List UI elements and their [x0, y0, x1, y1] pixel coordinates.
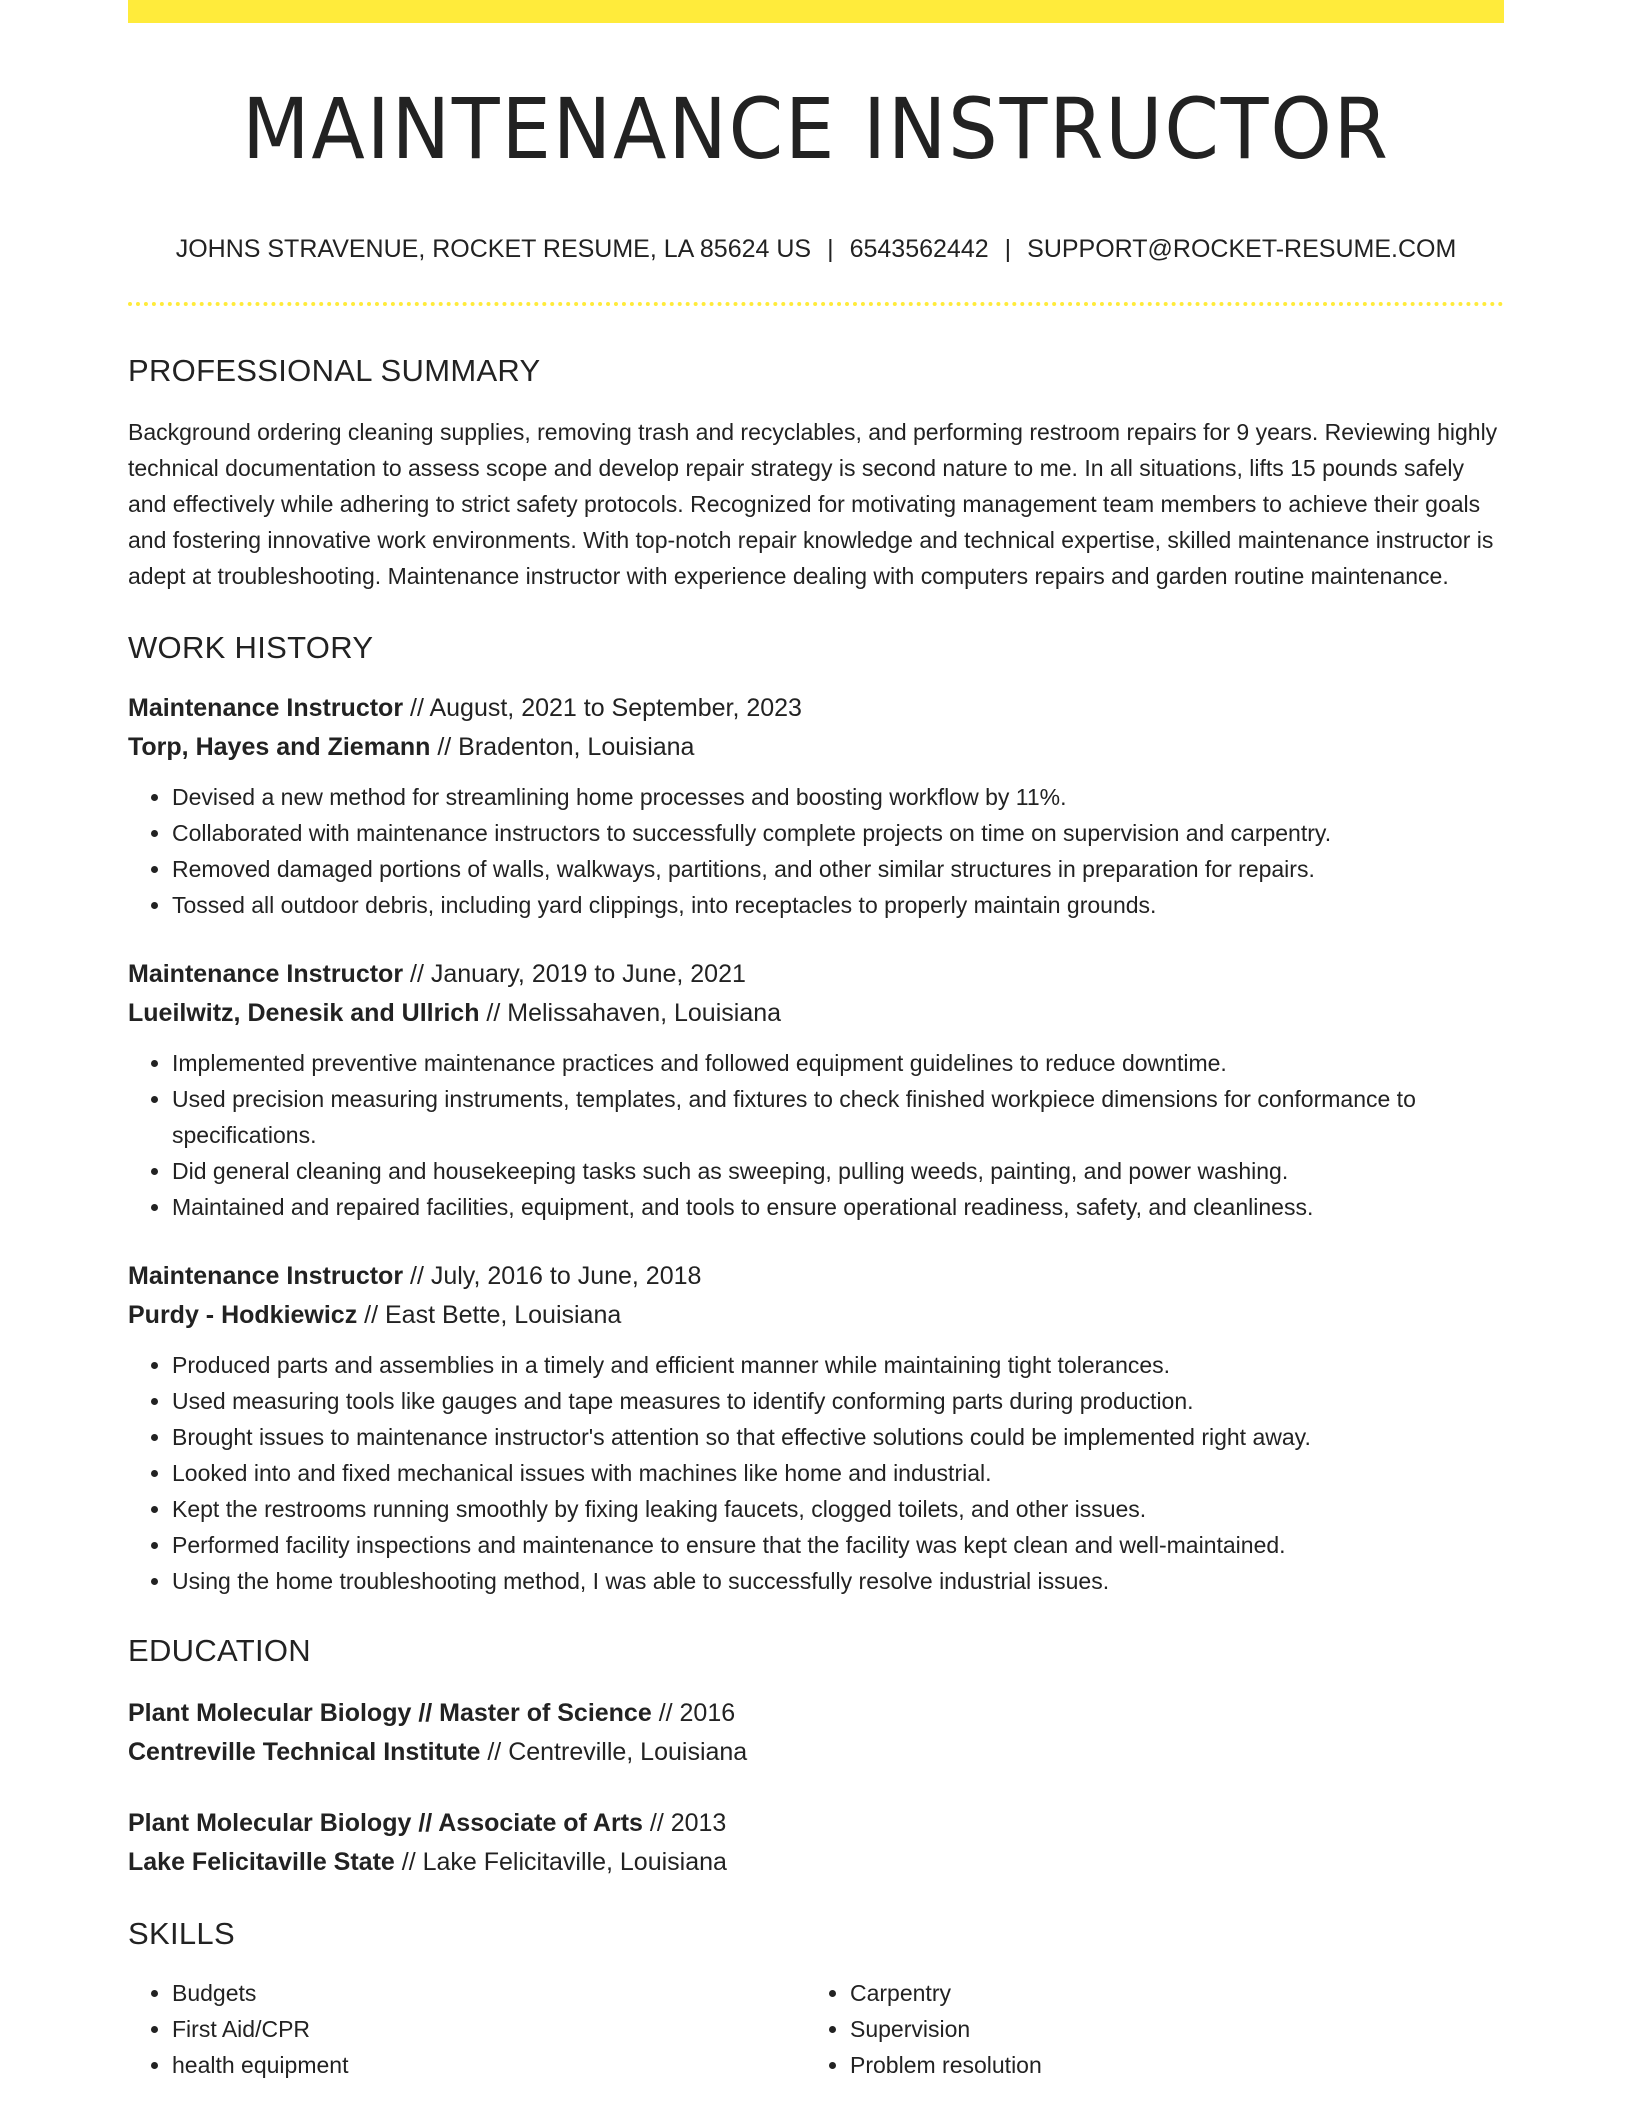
- list-item: • Performed facility inspections and maintenance to ensure that the facility was kept clean and well-maintained.: [172, 1527, 1504, 1563]
- job-role: Maintenance Instructor: [128, 1262, 404, 1290]
- job-role: Maintenance Instructor: [128, 960, 404, 988]
- contact-email: SUPPORT@ROCKET-RESUME.COM: [1027, 235, 1457, 263]
- resume-page: [128, 0, 1504, 2083]
- contact-phone: 6543562442: [849, 235, 989, 263]
- list-item: • Used measuring tools like gauges and tape measures to identify conforming parts during production.: [172, 1383, 1504, 1419]
- accent-top-bar: [128, 0, 1504, 23]
- job-dates: // July, 2016 to June, 2018: [403, 1262, 702, 1290]
- list-item: • Looked into and fixed mechanical issues with machines like home and industrial.: [172, 1455, 1504, 1491]
- job-location: // Melissahaven, Louisiana: [479, 999, 782, 1027]
- list-item: • Removed damaged portions of walls, walkways, partitions, and other similar structures in preparation for repairs.: [172, 851, 1504, 887]
- job-company: Purdy - Hodkiewicz: [128, 1301, 358, 1329]
- job-bullets: [128, 1347, 1504, 1599]
- education-entry: [128, 1804, 1504, 1882]
- job-company-line: [128, 994, 1504, 1033]
- job-company: Lueilwitz, Denesik and Ullrich: [128, 999, 480, 1027]
- contact-separator: |: [1004, 235, 1012, 263]
- contact-address: JOHNS STRAVENUE, ROCKET RESUME, LA 85624 US: [175, 235, 812, 263]
- job-title-line: [128, 1257, 1504, 1296]
- job-company: Torp, Hayes and Ziemann: [128, 733, 431, 761]
- education-degree-line: [128, 1694, 1504, 1733]
- list-item: • Problem resolution: [850, 2047, 1484, 2083]
- list-item: • Budgets: [172, 1975, 806, 2011]
- dotted-divider: [128, 302, 1504, 306]
- education-degree: Plant Molecular Biology // Master of Science: [128, 1699, 652, 1727]
- list-item: • Devised a new method for streamlining home processes and boosting workflow by 11%.: [172, 779, 1504, 815]
- list-item: • health equipment: [172, 2047, 806, 2083]
- list-item: • Carpentry: [850, 1975, 1484, 2011]
- job-dates: // January, 2019 to June, 2021: [403, 960, 746, 988]
- contact-line: [128, 237, 1504, 262]
- job-entry: [128, 689, 1504, 923]
- summary-heading: PROFESSIONAL SUMMARY: [128, 353, 541, 388]
- education-location: // Centreville, Louisiana: [480, 1738, 748, 1766]
- skills-list-right: [806, 1975, 1484, 2083]
- list-item: • First Aid/CPR: [172, 2011, 806, 2047]
- job-location: // East Bette, Louisiana: [357, 1301, 622, 1329]
- education-degree: Plant Molecular Biology // Associate of Arts: [128, 1809, 643, 1837]
- contact-separator: |: [827, 235, 834, 263]
- list-item: • Did general cleaning and housekeeping tasks such as sweeping, pulling weeds, painting, and power washing.: [172, 1153, 1504, 1189]
- job-location: // Bradenton, Louisiana: [430, 733, 695, 761]
- skills-columns: [128, 1975, 1504, 2083]
- list-item: • Tossed all outdoor debris, including yard clippings, into receptacles to properly maintain grounds.: [172, 887, 1504, 923]
- resume-name: MAINTENANCE INSTRUCTOR: [242, 80, 1390, 178]
- education-location: // Lake Felicitaville, Louisiana: [394, 1848, 727, 1876]
- job-company-line: [128, 728, 1504, 767]
- education-entry: [128, 1694, 1504, 1772]
- job-entry: [128, 1257, 1504, 1599]
- job-title-line: [128, 689, 1504, 728]
- skills-heading: SKILLS: [128, 1916, 235, 1951]
- job-bullets: [128, 1045, 1504, 1225]
- summary-text: Background ordering cleaning supplies, removing trash and recyclables, and performing restroom repairs for 9 years. Reviewing highly technical documentation to assess scope and develop repair strategy is second nature to me. In all situations, lifts 15 pounds safely and effectively while adhering to strict safety protocols. Recognized for motivating management team members to achieve their goals and fostering innovative work environments. With top-notch repair knowledge and technical expertise, skilled maintenance instructor is adept at troubleshooting. Maintenance instructor with experience dealing with computers repairs and garden routine maintenance.: [128, 419, 1498, 589]
- job-bullets: [128, 779, 1504, 923]
- list-item: • Produced parts and assemblies in a timely and efficient manner while maintaining tight tolerances.: [172, 1347, 1504, 1383]
- education-school: Lake Felicitaville State: [128, 1848, 395, 1876]
- education-degree-line: [128, 1804, 1504, 1843]
- education-year: // 2013: [642, 1809, 727, 1837]
- list-item: • Kept the restrooms running smoothly by fixing leaking faucets, clogged toilets, and other issues.: [172, 1491, 1504, 1527]
- job-dates: // August, 2021 to September, 2023: [403, 694, 802, 722]
- skills-list-left: [128, 1975, 806, 2083]
- education-year: // 2016: [651, 1699, 736, 1727]
- list-item: • Brought issues to maintenance instructor's attention so that effective solutions could be implemented right away.: [172, 1419, 1504, 1455]
- list-item: • Using the home troubleshooting method, I was able to successfully resolve industrial issues.: [172, 1563, 1504, 1599]
- work-history-heading: WORK HISTORY: [128, 630, 374, 665]
- list-item: • Maintained and repaired facilities, equipment, and tools to ensure operational readiness, safety, and cleanliness.: [172, 1189, 1504, 1225]
- education-heading: EDUCATION: [128, 1633, 311, 1668]
- list-item: • Used precision measuring instruments, templates, and fixtures to check finished workpiece dimensions for conformance to specifications.: [172, 1081, 1504, 1153]
- list-item: • Supervision: [850, 2011, 1484, 2047]
- job-title-line: [128, 955, 1504, 994]
- job-company-line: [128, 1296, 1504, 1335]
- job-role: Maintenance Instructor: [128, 694, 404, 722]
- education-school-line: [128, 1843, 1504, 1882]
- list-item: • Implemented preventive maintenance practices and followed equipment guidelines to reduce downtime.: [172, 1045, 1504, 1081]
- job-entry: [128, 955, 1504, 1225]
- education-school: Centreville Technical Institute: [128, 1738, 481, 1766]
- education-school-line: [128, 1733, 1504, 1772]
- list-item: • Collaborated with maintenance instructors to successfully complete projects on time on supervision and carpentry.: [172, 815, 1504, 851]
